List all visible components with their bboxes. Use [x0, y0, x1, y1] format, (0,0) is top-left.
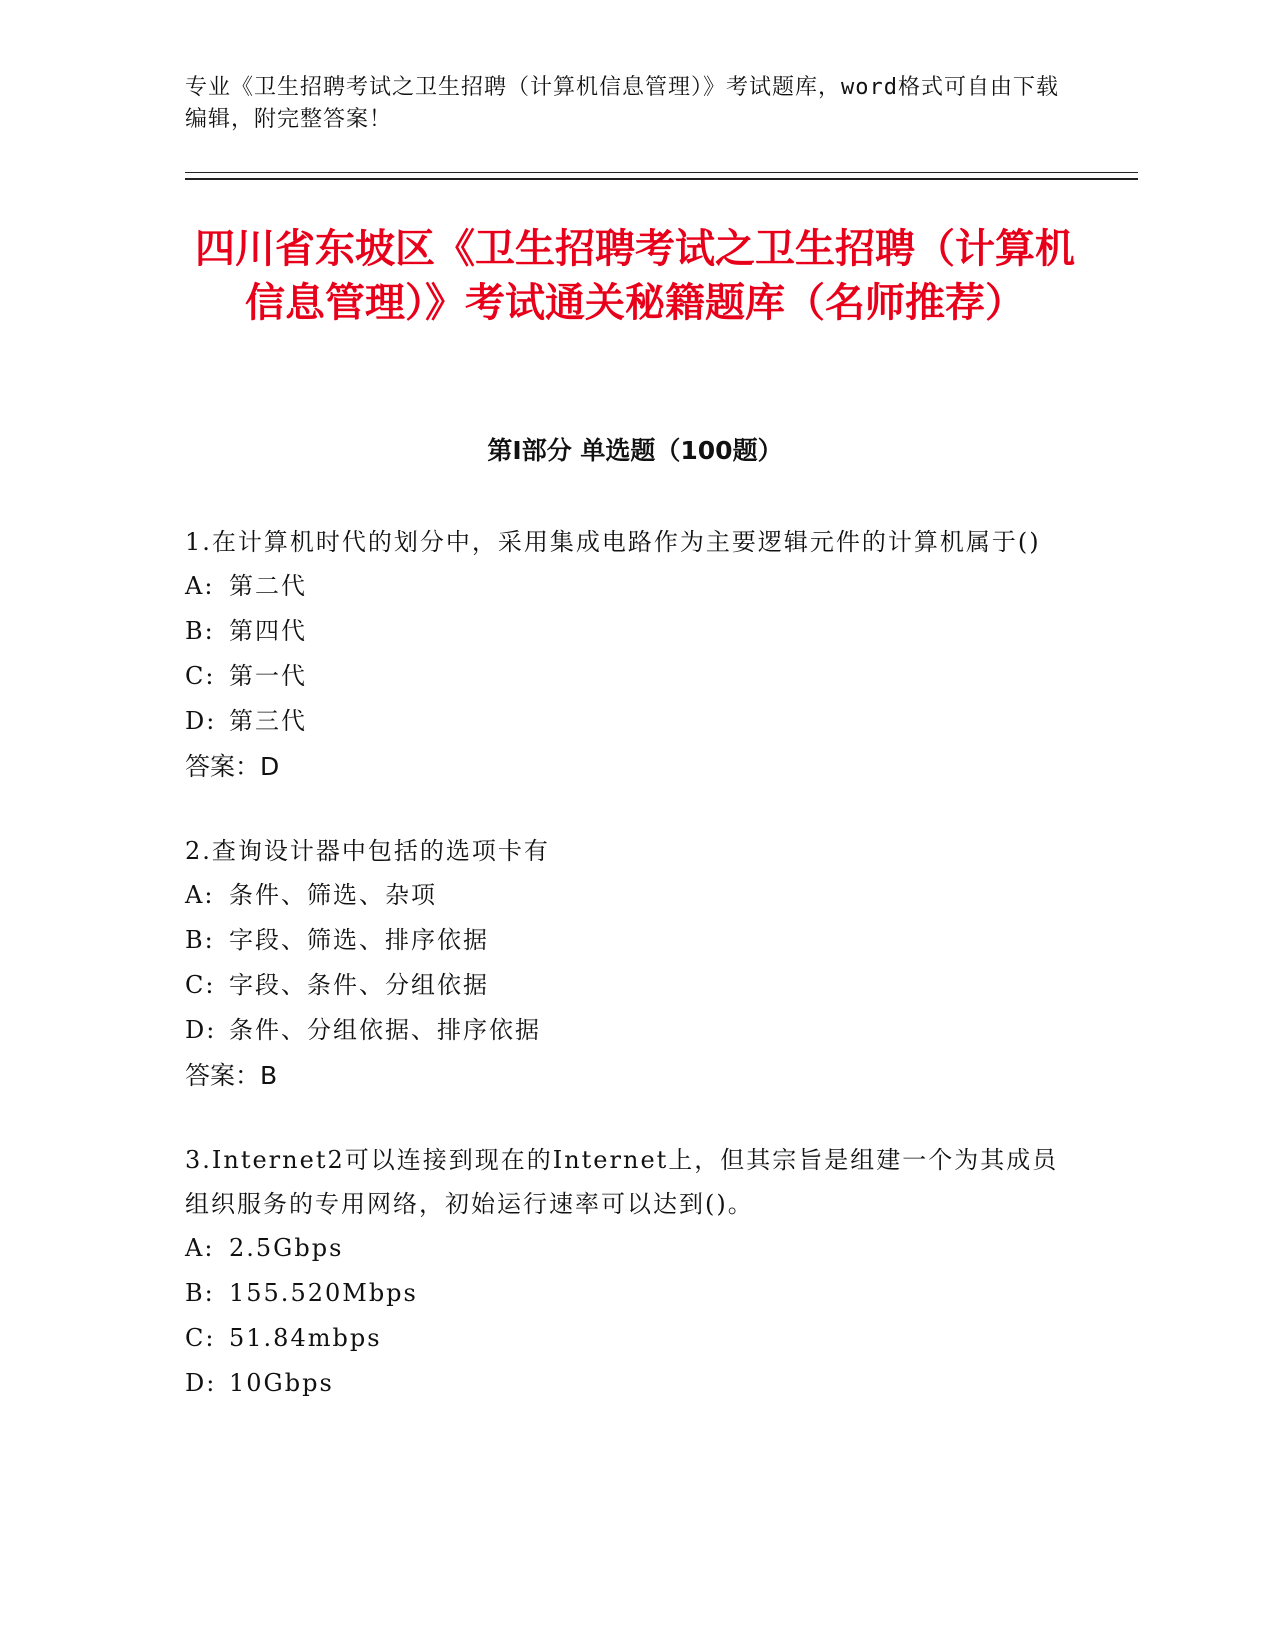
question-3: [185, 1138, 1065, 1406]
option-b: [185, 918, 1065, 963]
option-letter: B:: [185, 617, 215, 645]
option-text: 第四代: [229, 617, 307, 645]
option-text: 第一代: [229, 662, 307, 690]
option-a: [185, 873, 1065, 918]
option-text: 10Gbps: [229, 1369, 334, 1397]
option-letter: C:: [185, 971, 216, 999]
option-c: [185, 963, 1065, 1008]
document-title: 四川省东坡区《卫生招聘考试之卫生招聘（计算机信息管理）》考试通关秘籍题库（名师推荐）: [195, 226, 1075, 326]
option-text: 155.520Mbps: [229, 1279, 418, 1307]
option-letter: A:: [185, 1234, 215, 1262]
option-letter: B:: [185, 1279, 215, 1307]
option-d: [185, 1008, 1065, 1053]
answer-value: B: [260, 1061, 278, 1090]
answer-line: [185, 744, 1065, 789]
option-text: 条件、分组依据、排序依据: [229, 1016, 541, 1044]
question-2: [185, 829, 1065, 1098]
header-rule-thin: [185, 172, 1138, 173]
option-a: [185, 1226, 1065, 1271]
intro-text: 专业《卫生招聘考试之卫生招聘（计算机信息管理）》考试题库，word格式可自由下载编辑，附完整答案！: [185, 75, 1059, 132]
option-letter: D:: [185, 707, 217, 735]
option-letter: A:: [185, 572, 215, 600]
option-text: 51.84mbps: [229, 1324, 382, 1352]
answer-line: [185, 1053, 1065, 1098]
option-c: [185, 1316, 1065, 1361]
option-letter: C:: [185, 662, 216, 690]
option-text: 条件、筛选、杂项: [229, 881, 437, 909]
answer-label: 答案：: [185, 1061, 261, 1090]
option-text: 第二代: [229, 572, 307, 600]
option-letter: B:: [185, 926, 215, 954]
option-d: [185, 699, 1065, 744]
option-c: [185, 654, 1065, 699]
option-letter: D:: [185, 1369, 217, 1397]
question-stem: 3.Internet2可以连接到现在的Internet上，但其宗旨是组建一个为其成员组织服务的专用网络，初始运行速率可以达到()。: [185, 1146, 1059, 1218]
option-letter: D:: [185, 1016, 217, 1044]
option-d: [185, 1361, 1065, 1406]
header-rule-thick: [185, 178, 1138, 180]
option-b: [185, 1271, 1065, 1316]
question-1: [185, 520, 1065, 789]
question-stem: 2.查询设计器中包括的选项卡有: [185, 837, 550, 865]
option-letter: C:: [185, 1324, 216, 1352]
option-text: 字段、筛选、排序依据: [229, 926, 489, 954]
section-heading: 第I部分 单选题（100题）: [487, 436, 783, 465]
option-b: [185, 609, 1065, 654]
question-stem: 1.在计算机时代的划分中，采用集成电路作为主要逻辑元件的计算机属于(): [185, 528, 1041, 556]
option-a: [185, 564, 1065, 609]
option-text: 2.5Gbps: [229, 1234, 344, 1262]
option-letter: A:: [185, 881, 215, 909]
answer-label: 答案：: [185, 752, 261, 781]
question-list: [185, 520, 1065, 1446]
answer-value: D: [260, 752, 280, 781]
option-text: 字段、条件、分组依据: [229, 971, 489, 999]
option-text: 第三代: [229, 707, 307, 735]
